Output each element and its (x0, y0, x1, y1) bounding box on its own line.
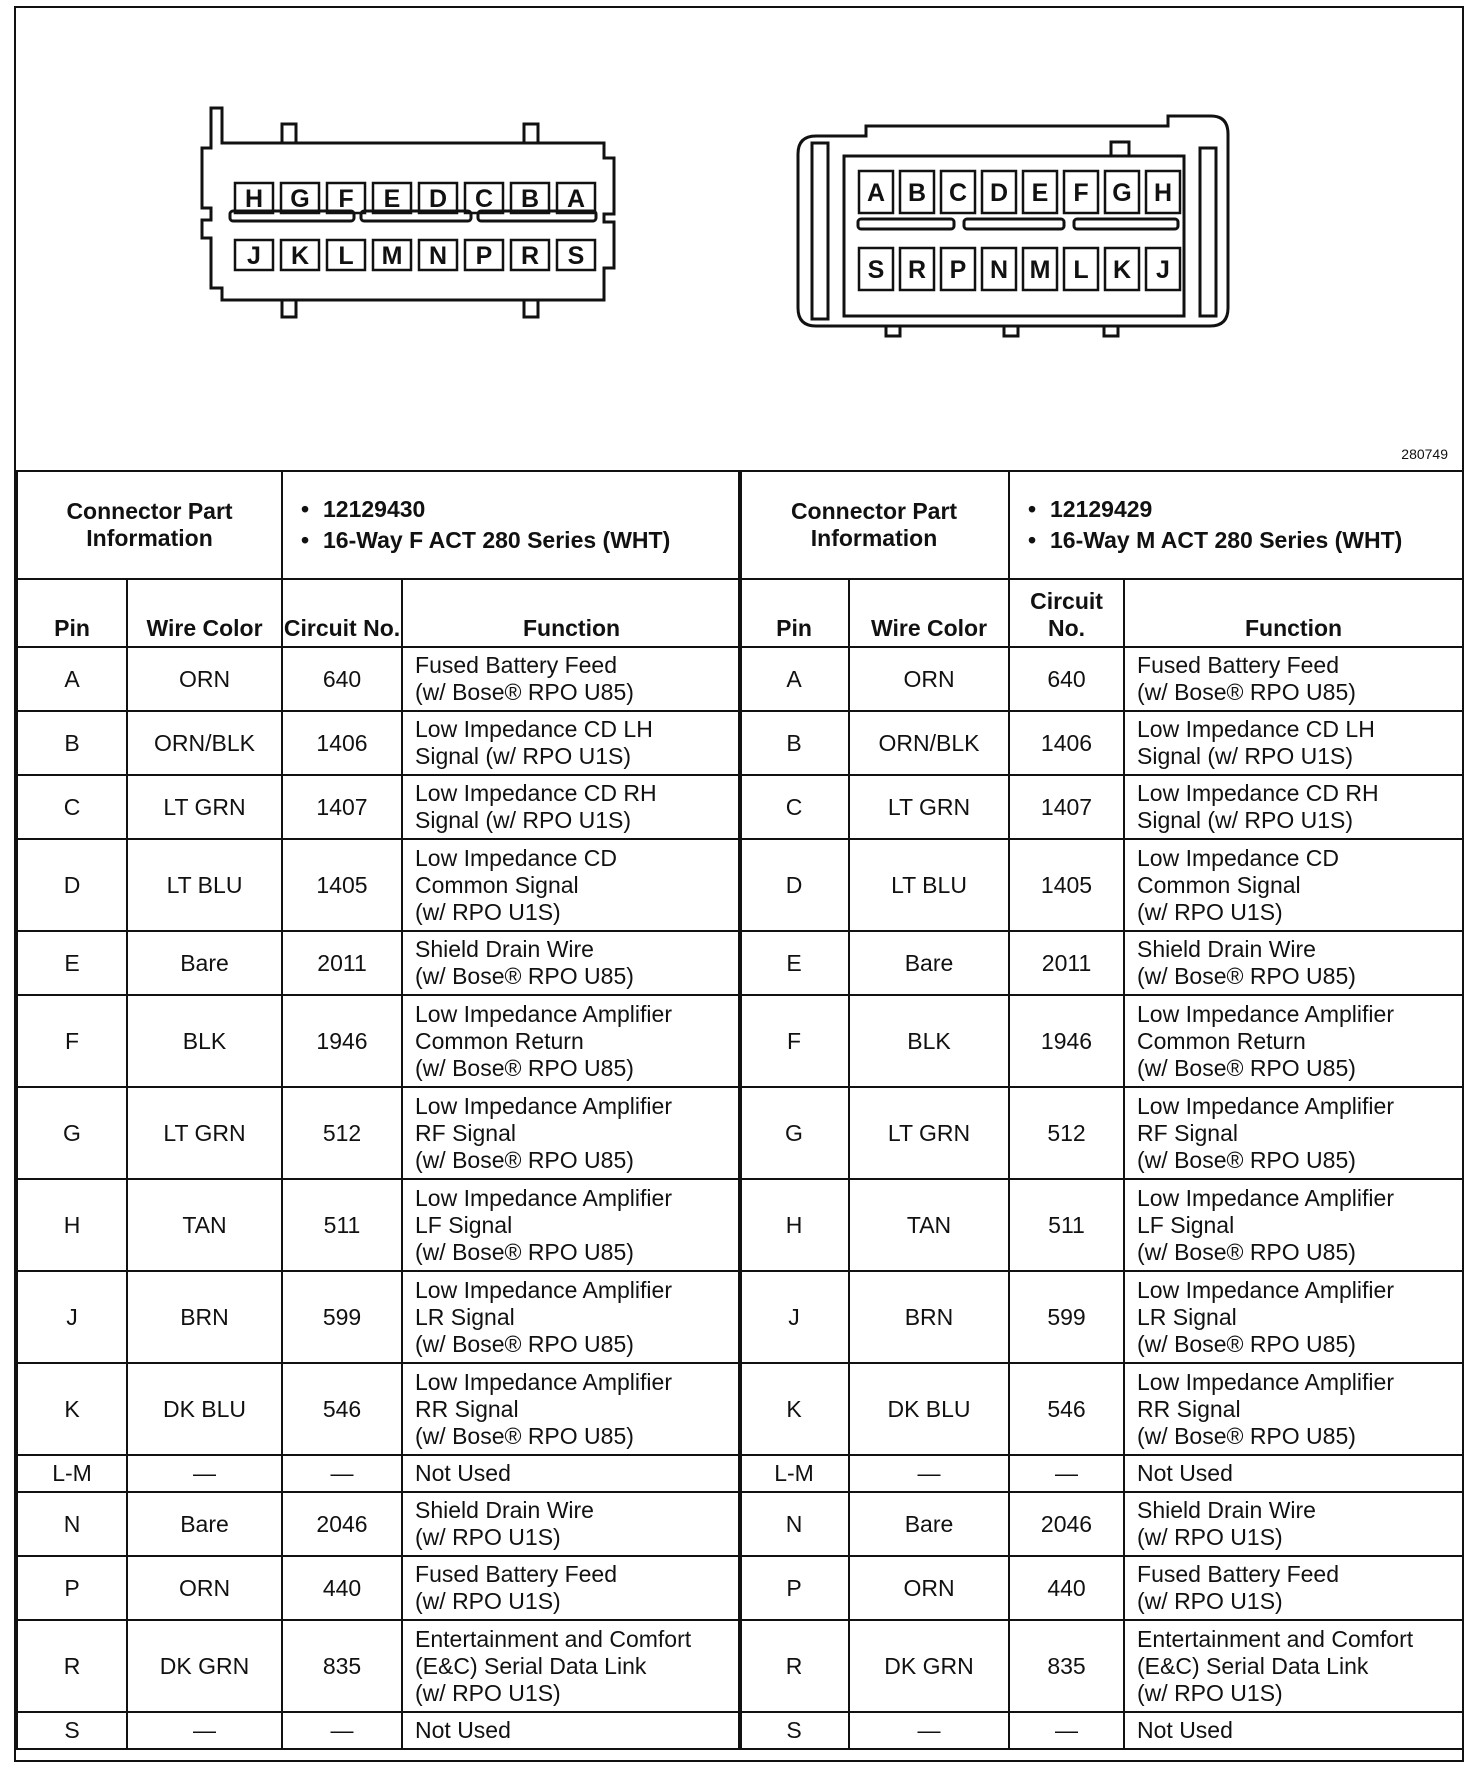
pin-label: L (338, 242, 354, 270)
pin-cell: B (17, 711, 127, 775)
part-number: 12129430 (323, 496, 426, 522)
function-cell: Shield Drain Wire (w/ Bose® RPO U85) (1124, 931, 1463, 995)
circuit-cell: 511 (282, 1179, 402, 1271)
table-row (17, 1363, 741, 1455)
header-function: Function (1124, 579, 1463, 647)
header-pin: Pin (739, 579, 849, 647)
table-row (17, 1087, 741, 1179)
table-row (17, 995, 741, 1087)
pin-cell: N (17, 1492, 127, 1556)
pin-label: F (338, 185, 354, 213)
pin-cell: C (17, 775, 127, 839)
part-description: 16-Way M ACT 280 Series (WHT) (1050, 527, 1403, 553)
pin-cavity-S (859, 248, 893, 290)
pinout-table-female (16, 470, 742, 1750)
pin-cavity-F (1064, 171, 1098, 213)
pin-cavity-N (419, 240, 457, 270)
connector-diagram (16, 8, 1462, 472)
female-top-pin-row (235, 183, 595, 213)
table-row (17, 1179, 741, 1271)
function-cell: Low Impedance Amplifier LF Signal (w/ Bose® RPO U85) (402, 1179, 741, 1271)
pin-cavity-D (419, 183, 457, 213)
column-header-row (739, 579, 1463, 647)
pin-label: N (989, 256, 1009, 284)
pin-label: K (1112, 256, 1132, 284)
pin-cavity-B (900, 171, 934, 213)
pin-cell: A (17, 647, 127, 711)
wire-color-cell: LT BLU (127, 839, 282, 931)
circuit-cell: 1405 (1009, 839, 1124, 931)
pin-cavity-H (235, 183, 273, 213)
function-cell: Low Impedance Amplifier RF Signal (w/ Bose® RPO U85) (402, 1087, 741, 1179)
pin-label: P (949, 256, 967, 284)
circuit-cell: 1946 (1009, 995, 1124, 1087)
pin-label: N (428, 242, 448, 270)
function-cell: Fused Battery Feed (w/ Bose® RPO U85) (402, 647, 741, 711)
function-cell: Not Used (1124, 1712, 1463, 1749)
pin-label: D (428, 185, 448, 213)
pin-cavity-M (1023, 248, 1057, 290)
wire-color-cell: Bare (849, 1492, 1009, 1556)
function-cell: Entertainment and Comfort (E&C) Serial Data Link (w/ RPO U1S) (402, 1620, 741, 1712)
pin-cell: K (739, 1363, 849, 1455)
function-cell: Not Used (1124, 1455, 1463, 1492)
function-cell: Shield Drain Wire (w/ RPO U1S) (1124, 1492, 1463, 1556)
pin-label: P (475, 242, 493, 270)
male-bottom-pin-row (859, 248, 1180, 290)
connector-part-info (282, 471, 741, 579)
pin-cavity-A (859, 171, 893, 213)
wire-color-cell: BLK (127, 995, 282, 1087)
wire-color-cell: DK GRN (127, 1620, 282, 1712)
pin-label: A (566, 185, 586, 213)
function-cell: Fused Battery Feed (w/ Bose® RPO U85) (1124, 647, 1463, 711)
table-row (739, 1712, 1463, 1749)
wire-color-cell: Bare (127, 1492, 282, 1556)
function-cell: Entertainment and Comfort (E&C) Serial Data Link (w/ RPO U1S) (1124, 1620, 1463, 1712)
circuit-cell: 599 (282, 1271, 402, 1363)
pin-cavity-S (557, 240, 595, 270)
table-row (739, 1620, 1463, 1712)
table-row (739, 1556, 1463, 1620)
table-row (739, 711, 1463, 775)
table-row (739, 1087, 1463, 1179)
table-row (739, 1179, 1463, 1271)
wire-color-cell: ORN/BLK (849, 711, 1009, 775)
pin-cell: S (17, 1712, 127, 1749)
table-row (739, 839, 1463, 931)
pin-label: S (867, 256, 885, 284)
circuit-cell: 512 (1009, 1087, 1124, 1179)
pin-label: M (1029, 256, 1051, 284)
column-header-row (17, 579, 741, 647)
pin-cavity-G (1105, 171, 1139, 213)
wire-color-cell: DK GRN (849, 1620, 1009, 1712)
circuit-cell: 511 (1009, 1179, 1124, 1271)
function-cell: Shield Drain Wire (w/ Bose® RPO U85) (402, 931, 741, 995)
circuit-cell: — (1009, 1455, 1124, 1492)
pinout-table-male (738, 470, 1464, 1750)
pin-cavity-M (373, 240, 411, 270)
connector-male-outline (798, 116, 1228, 336)
connector-info-row (17, 471, 741, 579)
pin-cell: P (17, 1556, 127, 1620)
circuit-cell: 1405 (282, 839, 402, 931)
pin-label: K (290, 242, 310, 270)
pin-cell: S (739, 1712, 849, 1749)
circuit-cell: 440 (1009, 1556, 1124, 1620)
pin-cell: D (739, 839, 849, 931)
pin-cell: R (17, 1620, 127, 1712)
pin-label: M (381, 242, 403, 270)
pin-cavity-P (465, 240, 503, 270)
pin-label: G (290, 185, 310, 213)
pin-cavity-E (373, 183, 411, 213)
table-row (17, 647, 741, 711)
table-row (17, 711, 741, 775)
part-description-item (1028, 527, 1462, 554)
pin-cell: J (17, 1271, 127, 1363)
function-cell: Not Used (402, 1455, 741, 1492)
function-cell: Fused Battery Feed (w/ RPO U1S) (1124, 1556, 1463, 1620)
pin-label: J (1156, 256, 1170, 284)
table-row (17, 1455, 741, 1492)
wire-color-cell: DK BLU (849, 1363, 1009, 1455)
wire-color-cell: ORN (127, 1556, 282, 1620)
pin-cell: A (739, 647, 849, 711)
pin-cell: G (17, 1087, 127, 1179)
pin-label: B (907, 179, 927, 207)
female-bottom-pin-row (235, 240, 595, 270)
bullet-icon: • (1028, 496, 1037, 522)
part-number-item (301, 496, 740, 523)
wire-color-cell: BLK (849, 995, 1009, 1087)
pin-cavity-J (1146, 248, 1180, 290)
table-row (17, 1271, 741, 1363)
wire-color-cell: — (849, 1455, 1009, 1492)
pin-cell: R (739, 1620, 849, 1712)
circuit-cell: 440 (282, 1556, 402, 1620)
table-row (739, 775, 1463, 839)
pin-cavity-N (982, 248, 1016, 290)
table-row (739, 995, 1463, 1087)
pin-cavity-R (900, 248, 934, 290)
pin-cell: B (739, 711, 849, 775)
function-cell: Low Impedance Amplifier RR Signal (w/ Bose® RPO U85) (1124, 1363, 1463, 1455)
pin-cavity-R (511, 240, 549, 270)
pin-label: C (474, 185, 494, 213)
pin-cell: N (739, 1492, 849, 1556)
function-cell: Low Impedance Amplifier Common Return (w/ Bose® RPO U85) (402, 995, 741, 1087)
bullet-icon: • (1028, 527, 1037, 553)
pin-cavity-J (235, 240, 273, 270)
circuit-cell: 2046 (282, 1492, 402, 1556)
circuit-cell: — (282, 1455, 402, 1492)
function-cell: Shield Drain Wire (w/ RPO U1S) (402, 1492, 741, 1556)
function-cell: Fused Battery Feed (w/ RPO U1S) (402, 1556, 741, 1620)
part-number-item (1028, 496, 1462, 523)
header-pin: Pin (17, 579, 127, 647)
wire-color-cell: BRN (127, 1271, 282, 1363)
wire-color-cell: — (127, 1455, 282, 1492)
function-cell: Low Impedance CD RH Signal (w/ RPO U1S) (1124, 775, 1463, 839)
wire-color-cell: ORN (849, 647, 1009, 711)
wire-color-cell: LT GRN (127, 775, 282, 839)
circuit-cell: 546 (282, 1363, 402, 1455)
table-row (17, 1620, 741, 1712)
pin-cell: D (17, 839, 127, 931)
connector-part-info (1009, 471, 1463, 579)
table-row (17, 1492, 741, 1556)
pin-cavity-P (941, 248, 975, 290)
pin-cavity-B (511, 183, 549, 213)
pin-cell: L-M (17, 1455, 127, 1492)
pin-cell: H (739, 1179, 849, 1271)
pin-label: E (383, 185, 401, 213)
pin-cell: H (17, 1179, 127, 1271)
connector-info-row (739, 471, 1463, 579)
circuit-cell: 1946 (282, 995, 402, 1087)
male-top-pin-row (859, 171, 1180, 213)
pin-cell: F (17, 995, 127, 1087)
table-row (739, 647, 1463, 711)
header-function: Function (402, 579, 741, 647)
wire-color-cell: LT GRN (849, 1087, 1009, 1179)
pin-label: A (866, 179, 886, 207)
wire-color-cell: DK BLU (127, 1363, 282, 1455)
header-wire-color: Wire Color (849, 579, 1009, 647)
pin-cell: P (739, 1556, 849, 1620)
pin-label: C (948, 179, 968, 207)
pin-cavity-H (1146, 171, 1180, 213)
circuit-cell: — (1009, 1712, 1124, 1749)
connector-sheet (14, 6, 1464, 1762)
bullet-icon: • (301, 527, 310, 553)
table-row (739, 1363, 1463, 1455)
wire-color-cell: Bare (127, 931, 282, 995)
function-cell: Low Impedance CD RH Signal (w/ RPO U1S) (402, 775, 741, 839)
pin-label: H (244, 185, 264, 213)
table-row (17, 931, 741, 995)
pin-cavity-G (281, 183, 319, 213)
wire-color-cell: — (849, 1712, 1009, 1749)
pin-cavity-C (941, 171, 975, 213)
pin-cavity-K (1105, 248, 1139, 290)
pin-cell: C (739, 775, 849, 839)
wire-color-cell: ORN/BLK (127, 711, 282, 775)
wire-color-cell: LT GRN (127, 1087, 282, 1179)
figure-id: 280749 (1401, 446, 1448, 462)
table-row (739, 1492, 1463, 1556)
connector-info-label: Connector Part Information (17, 471, 282, 579)
circuit-cell: 640 (282, 647, 402, 711)
table-row (17, 775, 741, 839)
pin-cavity-L (1064, 248, 1098, 290)
wire-color-cell: ORN (849, 1556, 1009, 1620)
pin-cavity-K (281, 240, 319, 270)
circuit-cell: 2046 (1009, 1492, 1124, 1556)
pin-label: H (1153, 179, 1173, 207)
wire-color-cell: TAN (849, 1179, 1009, 1271)
wire-color-cell: LT GRN (849, 775, 1009, 839)
pin-cell: E (739, 931, 849, 995)
pin-label: D (989, 179, 1009, 207)
wire-color-cell: LT BLU (849, 839, 1009, 931)
function-cell: Low Impedance Amplifier Common Return (w/ Bose® RPO U85) (1124, 995, 1463, 1087)
circuit-cell: 512 (282, 1087, 402, 1179)
circuit-cell: 835 (1009, 1620, 1124, 1712)
table-row (739, 1455, 1463, 1492)
pin-cell: K (17, 1363, 127, 1455)
circuit-cell: 2011 (282, 931, 402, 995)
pin-cavity-C (465, 183, 503, 213)
function-cell: Low Impedance Amplifier RF Signal (w/ Bose® RPO U85) (1124, 1087, 1463, 1179)
pin-label: S (567, 242, 585, 270)
function-cell: Low Impedance Amplifier LF Signal (w/ Bose® RPO U85) (1124, 1179, 1463, 1271)
circuit-cell: — (282, 1712, 402, 1749)
pin-label: R (907, 256, 927, 284)
pin-label: R (520, 242, 540, 270)
function-cell: Low Impedance CD LH Signal (w/ RPO U1S) (1124, 711, 1463, 775)
circuit-cell: 2011 (1009, 931, 1124, 995)
header-circuit-no: Circuit No. (282, 579, 402, 647)
pin-cavity-A (557, 183, 595, 213)
pin-label: F (1073, 179, 1089, 207)
pin-label: B (520, 185, 540, 213)
wire-color-cell: BRN (849, 1271, 1009, 1363)
function-cell: Low Impedance CD LH Signal (w/ RPO U1S) (402, 711, 741, 775)
circuit-cell: 835 (282, 1620, 402, 1712)
header-circuit-no: Circuit No. (1009, 579, 1124, 647)
function-cell: Low Impedance CD Common Signal (w/ RPO U1S) (1124, 839, 1463, 931)
pin-cavity-E (1023, 171, 1057, 213)
connector-drawing (16, 8, 1462, 470)
wire-color-cell: TAN (127, 1179, 282, 1271)
part-number: 12129429 (1050, 496, 1153, 522)
pin-label: L (1073, 256, 1089, 284)
circuit-cell: 599 (1009, 1271, 1124, 1363)
part-description-item (301, 527, 740, 554)
pin-cell: E (17, 931, 127, 995)
function-cell: Low Impedance CD Common Signal (w/ RPO U1S) (402, 839, 741, 931)
function-cell: Low Impedance Amplifier LR Signal (w/ Bose® RPO U85) (402, 1271, 741, 1363)
pin-label: J (247, 242, 261, 270)
circuit-cell: 1407 (1009, 775, 1124, 839)
pin-cavity-F (327, 183, 365, 213)
part-description: 16-Way F ACT 280 Series (WHT) (323, 527, 671, 553)
table-row (739, 1271, 1463, 1363)
circuit-cell: 1406 (1009, 711, 1124, 775)
table-row (739, 931, 1463, 995)
bullet-icon: • (301, 496, 310, 522)
pin-cell: L-M (739, 1455, 849, 1492)
table-row (17, 839, 741, 931)
circuit-cell: 1407 (282, 775, 402, 839)
function-cell: Low Impedance Amplifier RR Signal (w/ Bose® RPO U85) (402, 1363, 741, 1455)
connector-info-label: Connector Part Information (739, 471, 1009, 579)
pin-label: G (1112, 179, 1132, 207)
wire-color-cell: ORN (127, 647, 282, 711)
circuit-cell: 546 (1009, 1363, 1124, 1455)
pin-cell: F (739, 995, 849, 1087)
pin-cell: J (739, 1271, 849, 1363)
circuit-cell: 1406 (282, 711, 402, 775)
header-wire-color: Wire Color (127, 579, 282, 647)
pin-cavity-L (327, 240, 365, 270)
table-row (17, 1556, 741, 1620)
function-cell: Low Impedance Amplifier LR Signal (w/ Bose® RPO U85) (1124, 1271, 1463, 1363)
wire-color-cell: — (127, 1712, 282, 1749)
function-cell: Not Used (402, 1712, 741, 1749)
pin-cavity-D (982, 171, 1016, 213)
table-row (17, 1712, 741, 1749)
wire-color-cell: Bare (849, 931, 1009, 995)
pin-cell: G (739, 1087, 849, 1179)
circuit-cell: 640 (1009, 647, 1124, 711)
pin-label: E (1031, 179, 1049, 207)
